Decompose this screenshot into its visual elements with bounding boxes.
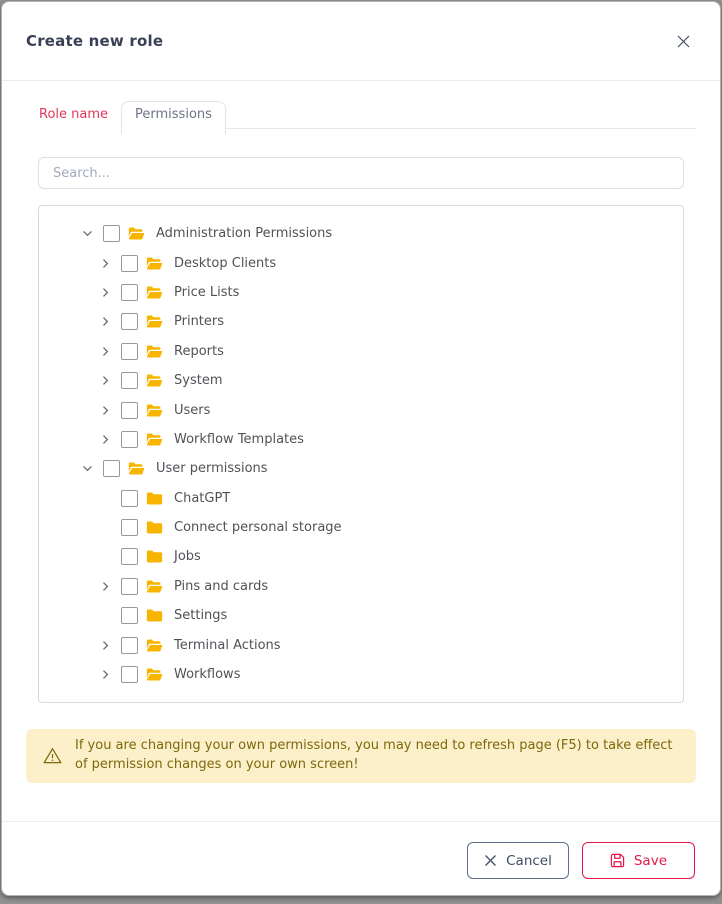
chevron-right-icon[interactable] (98, 403, 112, 417)
tree-item-label[interactable]: Terminal Actions (174, 637, 281, 653)
tree-item-label[interactable]: User permissions (156, 461, 268, 477)
tree-checkbox[interactable] (103, 225, 120, 242)
x-icon (484, 854, 497, 867)
folder-open-icon (146, 373, 163, 388)
chevron-right-icon[interactable] (98, 432, 112, 446)
tree-item-label[interactable]: Connect personal storage (174, 520, 342, 536)
warning-triangle-icon (42, 746, 63, 766)
tree-checkbox[interactable] (121, 637, 138, 654)
tree-row (39, 278, 683, 307)
tree-row (39, 425, 683, 454)
chevron-right-icon[interactable] (98, 315, 112, 329)
tree-item-label[interactable]: Administration Permissions (156, 226, 333, 242)
tree-row (39, 366, 683, 395)
tree-item-label[interactable]: Reports (174, 343, 224, 359)
search-row (38, 157, 684, 189)
tree-checkbox[interactable] (121, 402, 138, 419)
cancel-button[interactable] (467, 842, 569, 879)
tree-item-label[interactable]: Workflow Templates (174, 431, 304, 447)
chevron-right-icon[interactable] (98, 256, 112, 270)
chevron-right-icon[interactable] (98, 638, 112, 652)
folder-open-icon (146, 256, 163, 271)
folder-icon (146, 608, 163, 623)
tree-checkbox[interactable] (121, 666, 138, 683)
save-button[interactable] (582, 842, 695, 879)
tree-checkbox[interactable] (121, 313, 138, 330)
tree-row (39, 248, 683, 277)
tabs (26, 101, 696, 129)
chevron-right-icon[interactable] (98, 374, 112, 388)
tree-checkbox[interactable] (121, 490, 138, 507)
tree-checkbox[interactable] (121, 548, 138, 565)
chevron-right-icon[interactable] (98, 579, 112, 593)
tree-item-label[interactable]: Settings (174, 608, 228, 624)
tree-row (39, 307, 683, 336)
tree-row (39, 572, 683, 601)
tree-item-label[interactable]: Jobs (174, 549, 201, 565)
tab-permissions[interactable]: Permissions (121, 101, 226, 134)
tree-row (39, 601, 683, 630)
tree-checkbox[interactable] (121, 284, 138, 301)
folder-icon (146, 549, 163, 564)
tree-row (39, 337, 683, 366)
folder-open-icon (146, 314, 163, 329)
tab-role-name[interactable]: Role name (26, 101, 121, 134)
tree-row (39, 630, 683, 659)
folder-open-icon (146, 344, 163, 359)
tree-item-label[interactable]: ChatGPT (174, 490, 231, 506)
tree-item-label[interactable]: Workflows (174, 667, 241, 683)
tree-row (39, 542, 683, 571)
chevron-spacer (98, 609, 112, 623)
tree-row (39, 395, 683, 424)
chevron-right-icon[interactable] (98, 344, 112, 358)
tree-row (39, 660, 683, 689)
chevron-spacer (98, 491, 112, 505)
chevron-right-icon[interactable] (98, 285, 112, 299)
tree-item-label[interactable]: Price Lists (174, 284, 240, 300)
tree-item-label[interactable]: Printers (174, 314, 225, 330)
save-button-label: Save (633, 852, 667, 869)
tree-checkbox[interactable] (121, 343, 138, 360)
chevron-right-icon[interactable] (98, 668, 112, 682)
dialog-header (2, 2, 720, 81)
create-role-dialog (1, 1, 721, 896)
close-icon[interactable] (672, 30, 694, 52)
tree-row (39, 219, 683, 248)
folder-icon (146, 520, 163, 535)
chevron-spacer (98, 521, 112, 535)
tree-checkbox[interactable] (121, 431, 138, 448)
tree-item-label[interactable]: Desktop Clients (174, 255, 277, 271)
tree-checkbox[interactable] (121, 255, 138, 272)
folder-open-icon (146, 403, 163, 418)
tree-checkbox[interactable] (121, 519, 138, 536)
tree-checkbox[interactable] (121, 578, 138, 595)
folder-open-icon (146, 638, 163, 653)
chevron-spacer (98, 550, 112, 564)
search-input[interactable] (38, 157, 684, 189)
cancel-button-label: Cancel (506, 852, 552, 869)
folder-open-icon (146, 667, 163, 682)
tree-item-label[interactable]: Pins and cards (174, 578, 269, 594)
tree-checkbox[interactable] (121, 372, 138, 389)
folder-open-icon (146, 285, 163, 300)
tree-row (39, 513, 683, 542)
tree-row (39, 454, 683, 483)
chevron-down-icon[interactable] (80, 462, 94, 476)
tree-checkbox[interactable] (121, 607, 138, 624)
warning-banner (26, 729, 696, 783)
folder-open-icon (146, 579, 163, 594)
folder-open-icon (146, 432, 163, 447)
tree-row (39, 484, 683, 513)
folder-open-icon (128, 461, 145, 476)
tree-checkbox[interactable] (103, 460, 120, 477)
folder-icon (146, 491, 163, 506)
folder-open-icon (128, 226, 145, 241)
warning-text: If you are changing your own permissions, you may need to refresh page (F5) to take effect of permission changes on your own screen! (75, 738, 673, 772)
tree-item-label[interactable]: System (174, 373, 223, 389)
dialog-title: Create new role (26, 32, 164, 50)
dialog-footer (2, 821, 720, 879)
save-floppy-icon (610, 853, 625, 868)
permissions-tree (38, 205, 684, 703)
chevron-down-icon[interactable] (80, 227, 94, 241)
tree-item-label[interactable]: Users (174, 402, 211, 418)
